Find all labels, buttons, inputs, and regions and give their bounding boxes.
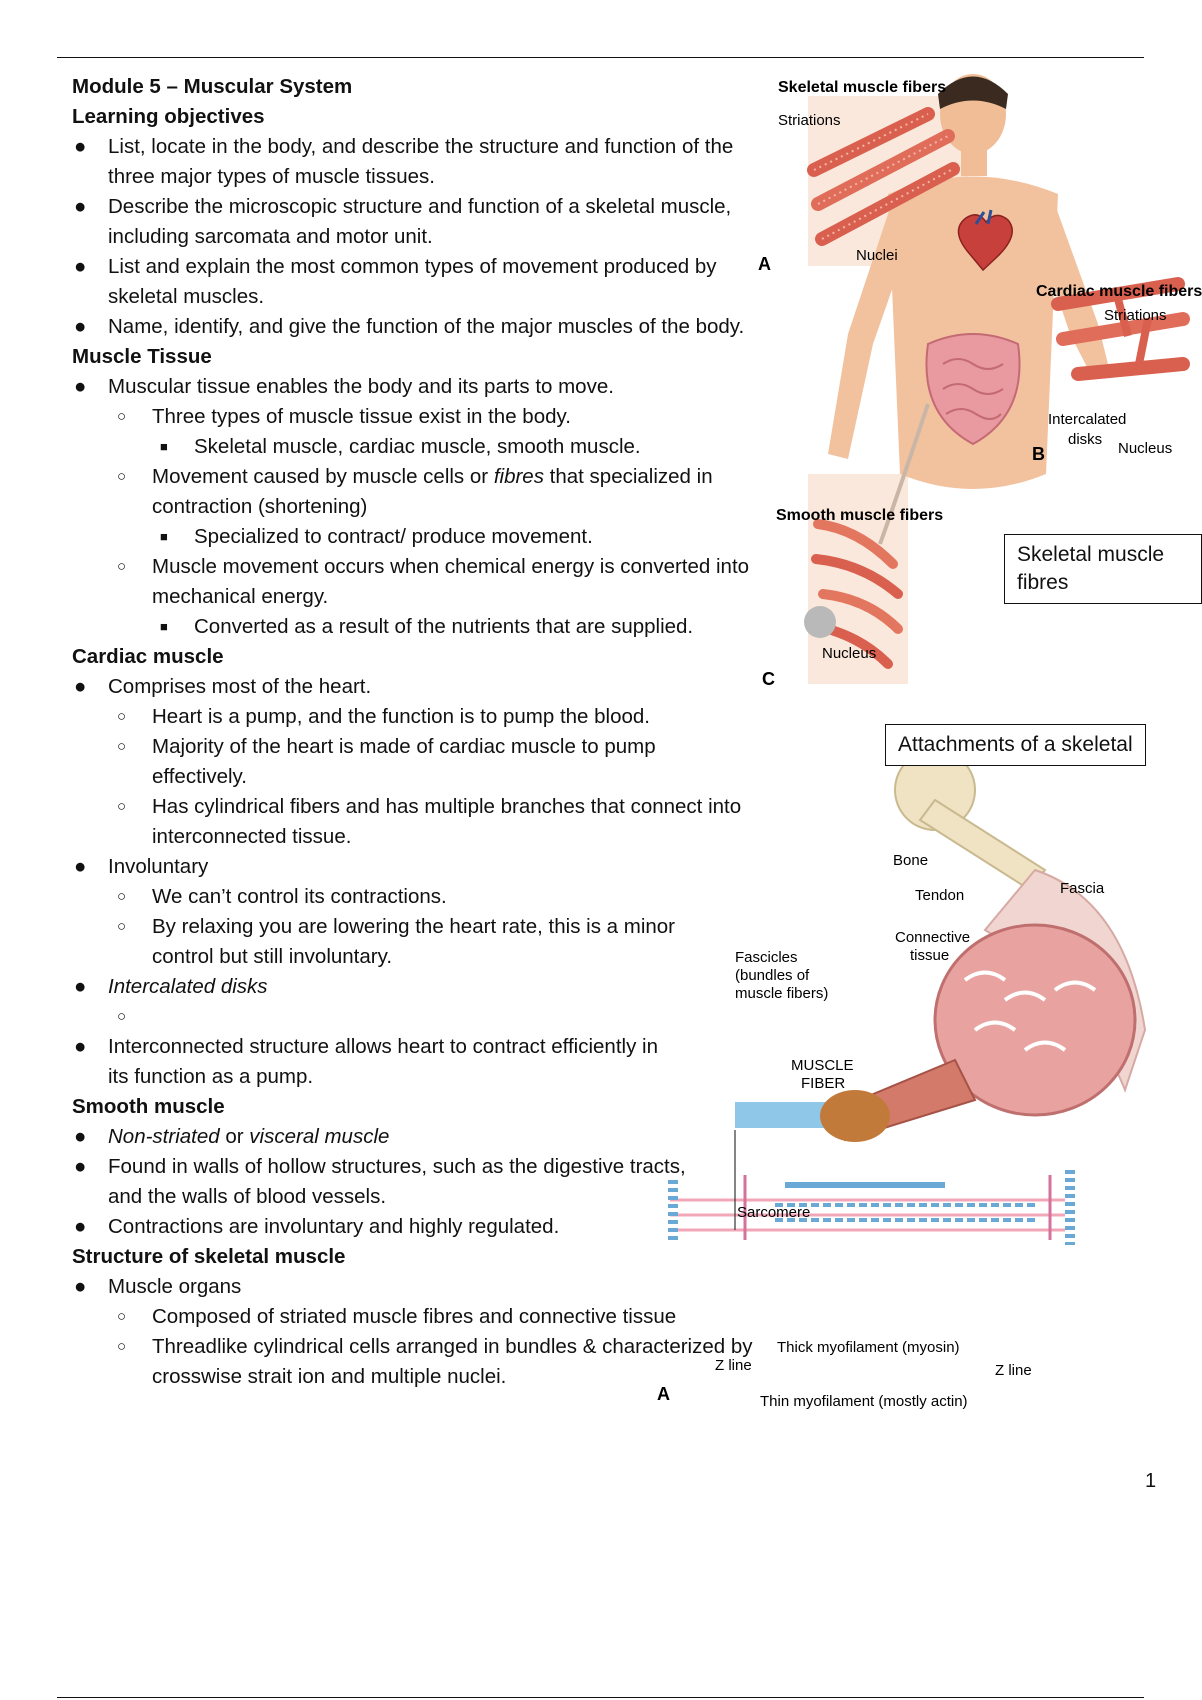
sarcomere-drawing (670, 1170, 1070, 1245)
circle-bullet-icon: ○ (117, 708, 127, 725)
bone-label: Bone (893, 852, 929, 869)
sub-item: ○ Movement caused by muscle cells or fibres that specialized in contraction (shortening) (72, 462, 762, 522)
sub-sub-item: ■ Specialized to contract/ produce movement. (72, 522, 762, 552)
circle-bullet-icon: ○ (117, 888, 127, 905)
sub-item: ○ Has cylindrical fibers and has multiple branches that connect into interconnected tissue. (72, 792, 742, 852)
square-bullet-icon: ■ (160, 529, 168, 544)
muscle-types-figure (758, 74, 1202, 694)
smooth-fibers-label: Smooth muscle fibers (776, 507, 944, 524)
skeletal-attachment-figure (657, 730, 1195, 1420)
empty-sub-item (72, 1002, 762, 1032)
sub-item: ○ Threadlike cylindrical cells arranged in bundles & characterized by crosswise strait ion and multiple nuclei. (72, 1332, 792, 1392)
list-item: ● Non-striated or visceral muscle (72, 1122, 762, 1152)
sub-item: ○ Composed of striated muscle fibres and connective tissue (72, 1302, 742, 1332)
muscle-fiber-label-2: FIBER (801, 1075, 846, 1092)
attachments-callout: Attachments of a skeletal (885, 724, 1146, 766)
structure-heading: Structure of skeletal muscle (72, 1245, 346, 1268)
list-item: ● Found in walls of hollow structures, such as the digestive tracts, and the walls of blood vessels. (72, 1152, 708, 1212)
list-item: ● Interconnected structure allows heart to contract efficiently in its function as a pump. (72, 1032, 668, 1092)
bottom-rule (57, 1697, 1144, 1698)
list-item: ● Muscular tissue enables the body and its parts to move. (72, 372, 762, 402)
bullet-icon: ● (74, 1275, 87, 1298)
bullet-icon: ● (74, 1155, 87, 1178)
bullet-icon: ● (74, 1215, 87, 1238)
square-bullet-icon: ■ (160, 619, 168, 634)
circle-bullet-icon: ○ (117, 1008, 127, 1025)
circle-bullet-icon: ○ (117, 1308, 127, 1325)
fascicles-label-2: (bundles of (735, 967, 810, 984)
cardiac-heading: Cardiac muscle (72, 645, 224, 668)
tendon-label: Tendon (915, 887, 965, 904)
circle-bullet-icon: ○ (117, 1338, 127, 1355)
list-item: ● Muscle organs (72, 1272, 762, 1302)
nuclei-label: Nuclei (856, 247, 898, 264)
panel-a-label: A (657, 1384, 670, 1404)
muscle-fiber-label: MUSCLE (791, 1057, 854, 1074)
bullet-icon: ● (74, 135, 87, 158)
page-title: Module 5 – Muscular System (72, 75, 353, 98)
skeletal-attachment-illustration (657, 730, 1195, 1420)
panel-c-label: C (762, 669, 775, 689)
marker-dot (804, 606, 836, 638)
bullet-icon: ● (74, 1125, 87, 1148)
z-line-left-label: Z line (715, 1357, 752, 1374)
cardiac-fibers-label: Cardiac muscle fibers (1036, 283, 1202, 300)
list-item: ● Involuntary (72, 852, 762, 882)
bullet-icon: ● (74, 1035, 87, 1058)
thick-myofilament-label: Thick myofilament (myosin) (777, 1339, 960, 1356)
bullet-icon: ● (74, 375, 87, 398)
sub-item: ○ Majority of the heart is made of cardiac muscle to pump effectively. (72, 732, 712, 792)
bullet-icon: ● (74, 975, 87, 998)
list-item: ● Contractions are involuntary and highly regulated. (72, 1212, 762, 1242)
sub-sub-item: ■ Converted as a result of the nutrients that are supplied. (72, 612, 762, 642)
bullet-icon: ● (74, 675, 87, 698)
fascia-label: Fascia (1060, 880, 1105, 897)
sub-sub-item: ■ Skeletal muscle, cardiac muscle, smooth muscle. (72, 432, 762, 462)
list-item: ● Comprises most of the heart. (72, 672, 762, 702)
nucleus-label: Nucleus (1118, 440, 1173, 457)
page-number: 1 (1145, 1470, 1157, 1492)
disks-label: disks (1068, 431, 1103, 448)
notes-column (72, 72, 762, 1392)
smooth-heading: Smooth muscle (72, 1095, 225, 1118)
thin-myofilament-label: Thin myofilament (mostly actin) (760, 1393, 968, 1410)
z-line-right-label: Z line (995, 1362, 1032, 1379)
circle-bullet-icon: ○ (117, 558, 127, 575)
cardiac-striations-label: Striations (1104, 307, 1167, 324)
bullet-icon: ● (74, 195, 87, 218)
square-bullet-icon: ■ (160, 439, 168, 454)
sub-item: ○ Muscle movement occurs when chemical energy is converted into mechanical energy. (72, 552, 762, 612)
intercalated-label: Intercalated (1048, 411, 1127, 428)
sub-item: ○ Heart is a pump, and the function is to pump the blood. (72, 702, 762, 732)
fascicles-label-3: muscle fibers) (735, 985, 829, 1002)
objective-item: ● Describe the microscopic structure and function of a skeletal muscle, including sarcomata and motor unit. (72, 192, 762, 252)
circle-bullet-icon: ○ (117, 408, 127, 425)
circle-bullet-icon: ○ (117, 918, 127, 935)
objective-item: ● List and explain the most common types of movement produced by skeletal muscles. (72, 252, 762, 312)
circle-bullet-icon: ○ (117, 738, 127, 755)
circle-bullet-icon: ○ (117, 798, 127, 815)
bullet-icon: ● (74, 315, 87, 338)
bone-icon (895, 750, 1045, 890)
skeletal-fibers-label: Skeletal muscle fibers (778, 79, 947, 96)
tissue-heading: Muscle Tissue (72, 345, 212, 368)
list-item: ● Intercalated disks (72, 972, 762, 1002)
connective-label: Connective (895, 929, 971, 946)
panel-a-label: A (758, 254, 771, 274)
skeletal-fibres-callout: Skeletal muscle fibres (1004, 534, 1202, 604)
sub-item: ○ Three types of muscle tissue exist in the body. (72, 402, 762, 432)
striations-label: Striations (778, 112, 841, 129)
bullet-icon: ● (74, 855, 87, 878)
objectives-heading: Learning objectives (72, 105, 265, 128)
sarcomere-label: Sarcomere (737, 1204, 811, 1221)
smooth-nucleus-label: Nucleus (822, 645, 877, 662)
sub-item: ○ We can’t control its contractions. (72, 882, 762, 912)
sub-item: ○ By relaxing you are lowering the heart rate, this is a minor control but still involuntary. (72, 912, 742, 972)
panel-b-label: B (1032, 444, 1045, 464)
circle-bullet-icon: ○ (117, 468, 127, 485)
fascicles-label: Fascicles (735, 949, 798, 966)
bullet-icon: ● (74, 255, 87, 278)
tissue-label: tissue (910, 947, 950, 964)
objective-item: ● Name, identify, and give the function of the major muscles of the body. (72, 312, 762, 342)
objective-item: ● List, locate in the body, and describe the structure and function of the three major types of muscle tissues. (72, 132, 762, 192)
top-rule (57, 57, 1144, 58)
